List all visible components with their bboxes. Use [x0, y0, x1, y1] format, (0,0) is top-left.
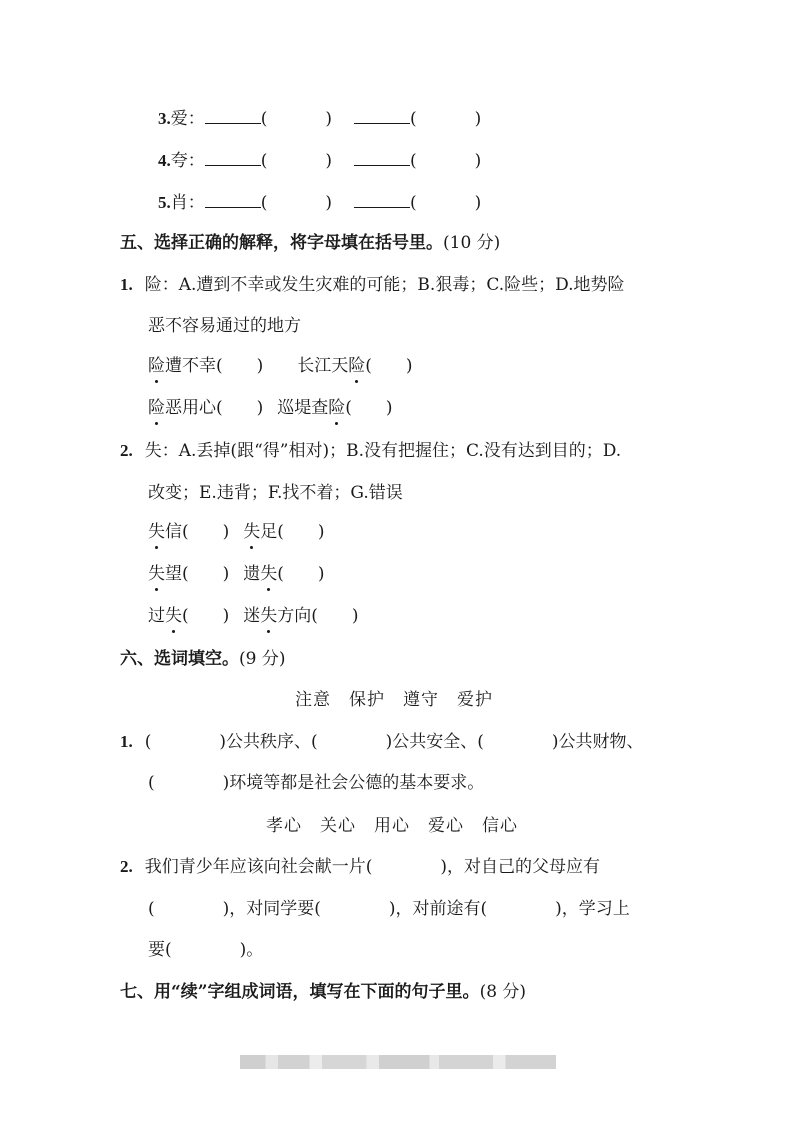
q5-1-row1: 险遭不幸( ) 长江天险( ): [148, 356, 413, 376]
item-row-5: 5.肖： ( ) ( ): [158, 193, 482, 213]
q5-1-line2: 恶不容易通过的地方: [148, 316, 301, 336]
q6-2-line2: ( )，对同学要( )，对前途有( )，学习上: [148, 899, 630, 919]
q6-2-line3: 要( )。: [148, 940, 264, 960]
blank-line: [354, 191, 410, 208]
q5-2-line1: 2. 失：A.丢掉(跟“得”相对)；B.没有把握住；C.没有达到目的；D.: [120, 441, 622, 461]
blank-line: [354, 149, 410, 166]
q6-2-line1: 2. 我们青少年应该向社会献一片( )，对自己的父母应有: [120, 857, 601, 877]
item-row-4: 4.夸： ( ) ( ): [158, 151, 482, 171]
q6-1-line2: ( )环境等都是社会公德的基本要求。: [148, 773, 485, 793]
q5-1-row2: 险恶用心( ) 巡堤查险( ): [148, 398, 393, 418]
q5-1-line1: 1. 险：A.遭到不幸或发生灾难的可能；B.狠毒；C.险些；D.地势险: [120, 275, 625, 295]
section-seven-heading: 七、用“续”字组成词语，填写在下面的句子里。(8 分): [120, 982, 527, 1002]
section-five-heading: 五、选择正确的解释，将字母填在括号里。(10 分): [120, 233, 501, 253]
blank-line: [205, 107, 261, 124]
blank-line: [205, 149, 261, 166]
q5-2-row3: 过失( ) 迷失方向( ): [148, 606, 359, 626]
q5-2-line2: 改变；E.违背；F.找不着；G.错误: [148, 483, 403, 503]
blurred-footer-watermark: [240, 1055, 556, 1069]
section-six-heading: 六、选词填空。(9 分): [120, 649, 286, 669]
q5-2-row1: 失信( ) 失足( ): [148, 522, 325, 542]
blank-line: [205, 191, 261, 208]
word-bank-1: 注意 保护 遵守 爱护: [295, 690, 493, 710]
blank-line: [354, 107, 410, 124]
q5-2-row2: 失望( ) 遗失( ): [148, 564, 325, 584]
q6-1-line1: 1. ( )公共秩序、( )公共安全、( )公共财物、: [120, 732, 644, 752]
item-row-3: 3.爱： ( ) ( ): [158, 109, 482, 129]
word-bank-2: 孝心 关心 用心 爱心 信心: [266, 816, 518, 836]
